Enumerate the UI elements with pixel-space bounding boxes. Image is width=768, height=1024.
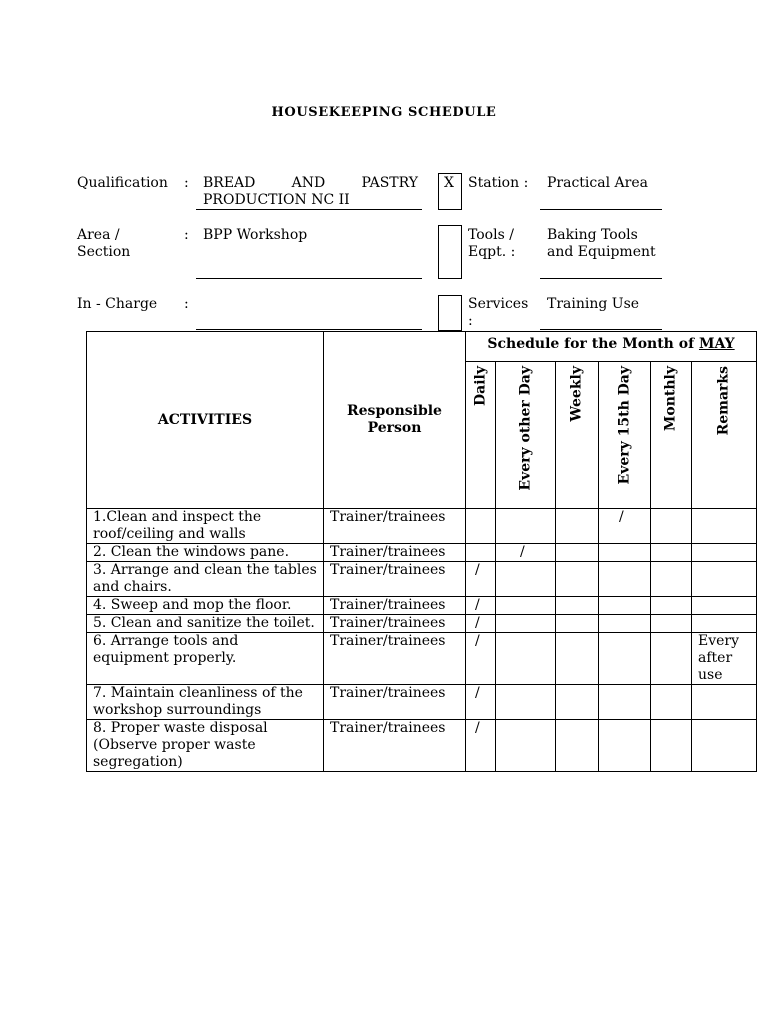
services-value: Training Use <box>547 296 640 312</box>
frequency-cell <box>496 633 556 685</box>
frequency-cell <box>651 615 692 633</box>
frequency-cell: / <box>466 720 496 772</box>
frequency-cell <box>496 597 556 615</box>
table-row <box>87 509 757 544</box>
remarks-cell <box>692 615 757 633</box>
freq-label: Monthly <box>662 366 679 432</box>
frequency-cell <box>599 544 651 562</box>
frequency-cell <box>599 597 651 615</box>
tools-value: Baking Tools and Equipment <box>547 227 656 260</box>
freq-label: Remarks <box>715 366 732 436</box>
frequency-cell: / <box>466 685 496 720</box>
remarks-cell <box>692 685 757 720</box>
qualification-underline <box>196 209 422 210</box>
frequency-cell <box>651 685 692 720</box>
qualification-label: Qualification <box>77 175 168 191</box>
frequency-cell <box>466 509 496 544</box>
freq-header-remarks <box>692 362 757 509</box>
frequency-cell <box>556 562 599 597</box>
frequency-cell: / <box>466 633 496 685</box>
frequency-cell <box>651 544 692 562</box>
table-row <box>87 562 757 597</box>
responsible-cell: Trainer/trainees <box>324 685 466 720</box>
table-row <box>87 685 757 720</box>
activity-cell: 1.Clean and inspect the roof/ceiling and walls <box>87 509 324 544</box>
colon: : <box>184 296 189 312</box>
services-label: Services : <box>468 296 529 329</box>
frequency-cell <box>556 509 599 544</box>
colon: : <box>184 227 189 243</box>
activity-cell: 7. Maintain cleanliness of the workshop surroundings <box>87 685 324 720</box>
freq-label: Weekly <box>568 366 585 422</box>
table-row <box>87 597 757 615</box>
frequency-cell: / <box>599 509 651 544</box>
frequency-cell <box>556 615 599 633</box>
frequency-cell: / <box>466 615 496 633</box>
responsible-header: Responsible Person <box>324 332 466 509</box>
responsible-cell: Trainer/trainees <box>324 544 466 562</box>
colon: : <box>184 175 189 191</box>
frequency-cell <box>599 720 651 772</box>
area-underline <box>196 278 422 279</box>
qualification-checkbox[interactable] <box>438 173 462 210</box>
activities-header: ACTIVITIES <box>87 332 324 509</box>
frequency-cell <box>599 615 651 633</box>
station-label: Station : <box>468 175 529 191</box>
frequency-cell <box>556 633 599 685</box>
month-name: MAY <box>698 336 735 352</box>
responsible-cell: Trainer/trainees <box>324 615 466 633</box>
remarks-cell <box>692 720 757 772</box>
frequency-cell <box>556 544 599 562</box>
frequency-cell <box>651 562 692 597</box>
frequency-cell: / <box>466 597 496 615</box>
responsible-cell: Trainer/trainees <box>324 597 466 615</box>
services-underline <box>540 329 662 330</box>
frequency-cell <box>599 633 651 685</box>
responsible-cell: Trainer/trainees <box>324 720 466 772</box>
freq-label: Every other Day <box>517 366 533 491</box>
table-row <box>87 633 757 685</box>
frequency-cell <box>651 720 692 772</box>
activity-cell: 3. Arrange and clean the tables and chairs. <box>87 562 324 597</box>
station-underline <box>540 209 662 210</box>
freq-header-weekly <box>556 362 599 509</box>
area-label: Area / Section <box>77 227 131 260</box>
freq-header-every-15th-day <box>599 362 651 509</box>
month-header <box>466 332 757 362</box>
remarks-cell <box>692 597 757 615</box>
in-charge-label: In - Charge <box>77 296 158 312</box>
freq-label: Every 15th Day <box>616 366 632 485</box>
frequency-cell <box>651 509 692 544</box>
activity-cell: 8. Proper waste disposal (Observe proper waste segregation) <box>87 720 324 772</box>
frequency-cell <box>599 562 651 597</box>
page-title: HOUSEKEEPING SCHEDULE <box>271 105 497 120</box>
freq-header-daily <box>466 362 496 509</box>
responsible-cell: Trainer/trainees <box>324 509 466 544</box>
in-charge-checkbox[interactable] <box>438 295 462 331</box>
qualification-value: BREAD AND PASTRY PRODUCTION NC II <box>203 175 418 208</box>
month-header-text: Schedule for the Month of <box>487 336 695 352</box>
area-value: BPP Workshop <box>203 227 308 243</box>
in-charge-underline <box>196 329 422 330</box>
activity-cell: 2. Clean the windows pane. <box>87 544 324 562</box>
frequency-cell <box>556 597 599 615</box>
frequency-cell <box>496 562 556 597</box>
frequency-cell <box>599 685 651 720</box>
frequency-cell <box>556 685 599 720</box>
checkbox-mark: X <box>444 175 454 191</box>
frequency-cell <box>651 597 692 615</box>
freq-header-monthly <box>651 362 692 509</box>
frequency-cell: / <box>466 562 496 597</box>
tools-label: Tools / Eqpt. : <box>468 227 516 260</box>
tools-underline <box>540 278 662 279</box>
frequency-cell: / <box>496 544 556 562</box>
freq-label: Daily <box>472 366 488 406</box>
remarks-cell <box>692 562 757 597</box>
area-checkbox[interactable] <box>438 225 462 279</box>
remarks-cell <box>692 544 757 562</box>
frequency-cell <box>556 720 599 772</box>
frequency-cell <box>651 633 692 685</box>
frequency-cell <box>496 509 556 544</box>
table-row <box>87 615 757 633</box>
frequency-cell <box>496 720 556 772</box>
frequency-cell <box>466 544 496 562</box>
table-row <box>87 544 757 562</box>
responsible-cell: Trainer/trainees <box>324 562 466 597</box>
remarks-cell <box>692 509 757 544</box>
freq-header-every-other-day <box>496 362 556 509</box>
schedule-table <box>86 331 757 772</box>
activity-cell: 6. Arrange tools and equipment properly. <box>87 633 324 685</box>
frequency-cell <box>496 685 556 720</box>
remarks-cell: Every after use <box>692 633 757 685</box>
frequency-cell <box>496 615 556 633</box>
table-row <box>87 720 757 772</box>
responsible-cell: Trainer/trainees <box>324 633 466 685</box>
station-value: Practical Area <box>547 175 648 191</box>
activity-cell: 4. Sweep and mop the floor. <box>87 597 324 615</box>
activity-cell: 5. Clean and sanitize the toilet. <box>87 615 324 633</box>
